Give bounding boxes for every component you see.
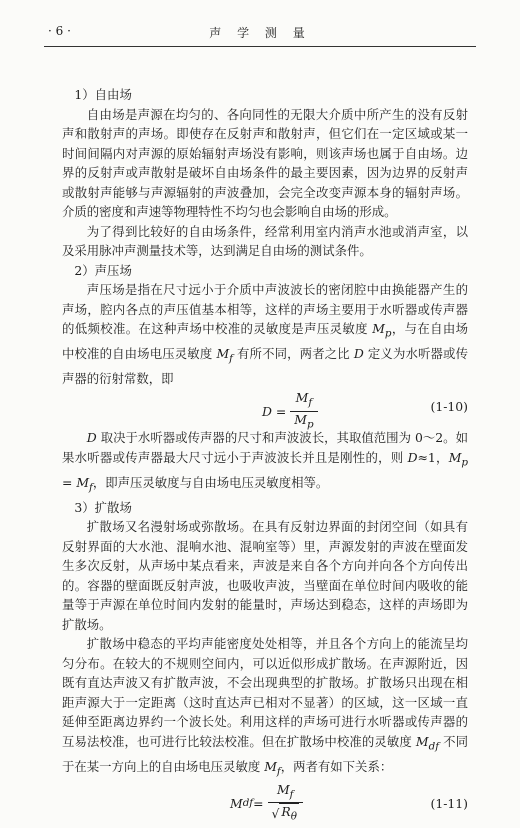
equation-number: (1-10) bbox=[430, 399, 468, 415]
running-title: 声 学 测 量 bbox=[209, 26, 311, 40]
equation-1-10 bbox=[62, 388, 468, 431]
paragraph: 自由场是声源在均匀的、各向同性的无限大介质中所产生的没有反射声和散射声的声场。即使存在反射声和散射声，但它们在一定区域或某一时间间隔内对声源的原始辐射声场没有影响，则该声场也属于自由场。边界的反射声或声散射是破坏自由场条件的最主要因素，因为边界的反射声或散射声能够与声源辐射的声波叠加，会完全改变声源本身的辐射声场。介质的密度和声速等物理特性不均匀也会影响自由场的形成。 bbox=[62, 106, 468, 219]
page-body bbox=[62, 85, 468, 828]
paragraph: 声压场是指在尺寸远小于介质中声波波长的密闭腔中由换能器产生的声场，腔内各点的声压值基本相等，这样的声场主要用于水听器或传声器的低频校准。在这种声场中校准的灵敏度是声压灵敏度 $M_p$，与在自由场中校准的自由场电压灵敏度 $M_f$ 有所不同，两者之比 D 定义为水听器或传声器的衍射常数，即 bbox=[62, 282, 468, 386]
paragraph: 扩散场中稳态的平均声能密度处处相等，并且各个方向上的能流呈均匀分布。在较大的不规则空间内，可以近似形成扩散场。在声源附近，因既有直达声波又有扩散声波，不会出现典型的扩散场。扩散场只出现在相距声源大于一定距离（这时直达声已相对不显著）的区域，这一区域一直延伸至距离边界约一个波长处。利用这样的声场可进行水听器或传声器的互易法校准，也可进行比较法校准。但在扩散场中校准的灵敏度 $M_{df}$ 不同于在某一方向上的自由场电压灵敏度 $M_f$，两者有如下关系： bbox=[62, 636, 468, 778]
section-heading-pressure-field: 2）声压场 bbox=[74, 262, 132, 278]
equation-number: (1-11) bbox=[430, 795, 468, 811]
equation-1-11: M df = $M_f$ √ $R_\theta$ (1-11) bbox=[230, 781, 468, 823]
paragraph: 为了得到比较好的自由场条件，经常利用室内消声水池或消声室，以及采用脉冲声测量技术等，达到满足自由场的测试条件。 bbox=[62, 223, 468, 258]
section-heading-diffuse-field: 3）扩散场 bbox=[74, 499, 132, 515]
equation-lhs: D = bbox=[262, 403, 287, 419]
fraction: $M_f$ √ $R_\theta$ bbox=[268, 782, 303, 825]
section-heading-free-field: 1）自由场 bbox=[74, 87, 132, 102]
page-number: · 6 · bbox=[48, 24, 71, 38]
paragraph: 扩散场又名漫射场或弥散场。在具有反射边界面的封闭空间（如具有反射界面的大水池、混响水池、混响室等）里，声源发射的声波在壁面发生多次反射，从声场中某点看来，声波是来自各个方向并向各个方向传出的。容器的壁面既反射声波，也吸收声波，当壁面在单位时间内吸收的能量等于声源在单位时间内发射的能量时，声场达到稳态，这样的声场即为扩散场。 bbox=[62, 519, 468, 632]
fraction: $\frac{M_f}{M_p}$ bbox=[290, 390, 317, 432]
paragraph: D 取决于水听器或传声器的尺寸和声波波长，其取值范围为 0～2。如果水听器或传声器最大尺寸远小于声波波长并且是刚性的，则 D≈1，$M_p = M_f$，即声压灵敏度与自由场电压灵敏度相等。 bbox=[62, 430, 468, 494]
page-header bbox=[44, 20, 476, 47]
